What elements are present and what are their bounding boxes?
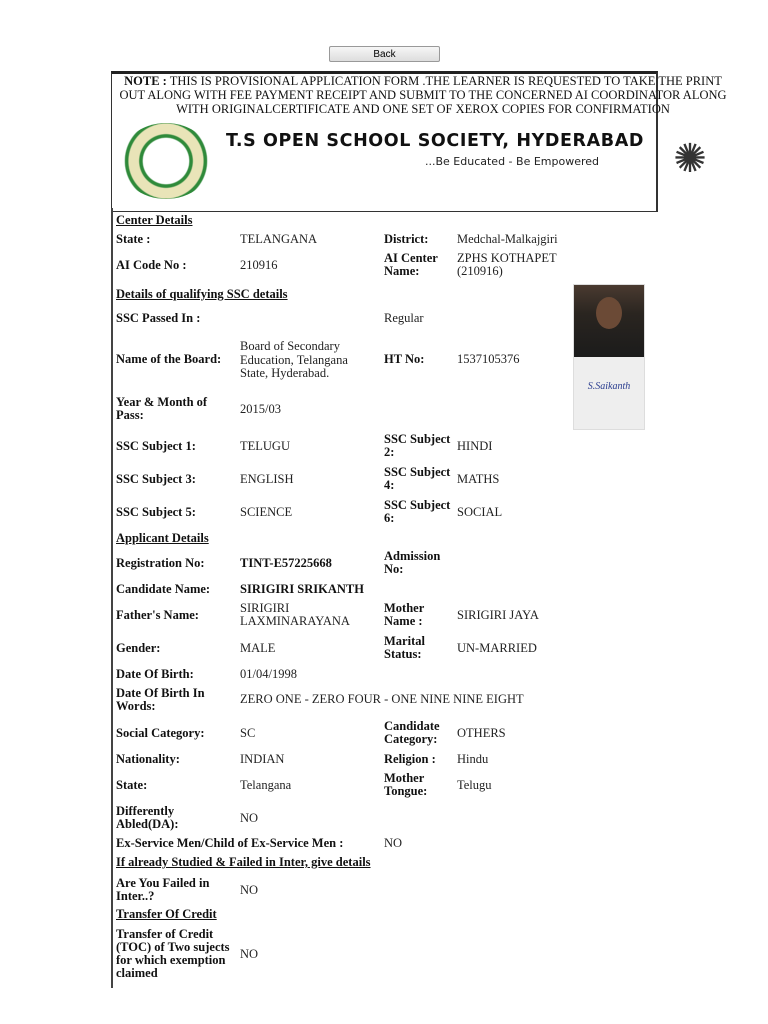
label-registration: Registration No: xyxy=(116,556,205,570)
value-subject-4: MATHS xyxy=(457,472,500,486)
value-gender: MALE xyxy=(240,641,276,655)
open-school-logo-icon: ✺ xyxy=(673,135,707,181)
label-mother: Mother Name : xyxy=(384,601,425,628)
value-ssc-passed: Regular xyxy=(384,311,424,325)
label-ai-center: AI Center Name: xyxy=(384,251,438,278)
label-dob-words: Date Of Birth In Words: xyxy=(116,686,205,713)
value-dob-words: ZERO ONE - ZERO FOUR - ONE NINE NINE EIGHT xyxy=(240,692,524,706)
label-subject-4: SSC Subject 4: xyxy=(384,465,451,492)
value-candidate-name: SIRIGIRI SRIKANTH xyxy=(240,582,364,596)
value-board: Board of Secondary Education, Telangana State, Hyderabad. xyxy=(240,339,348,380)
label-dob: Date Of Birth: xyxy=(116,667,194,681)
value-dob: 01/04/1998 xyxy=(240,667,297,681)
value-nationality: INDIAN xyxy=(240,752,285,766)
value-subject-1: TELUGU xyxy=(240,439,290,453)
label-subject-6: SSC Subject 6: xyxy=(384,498,451,525)
value-applicant-state: Telangana xyxy=(240,778,292,792)
label-ai-code: AI Code No : xyxy=(116,258,187,272)
note-text: THIS IS PROVISIONAL APPLICATION FORM .THE LEARNER IS REQUESTED TO TAKE THE PRINT OUT ALONG WITH FEE PAYMENT RECEIPT AND SUBMIT TO THE CONCERNED AI COORDINATOR ALONG WITH ORIGINALCERTIFICATE AND ONE SET OF XEROX COPIES FOR CONFIRMATION xyxy=(119,74,727,116)
value-ht-no: 1537105376 xyxy=(457,352,520,366)
value-candidate-category: OTHERS xyxy=(457,726,506,740)
label-subject-3: SSC Subject 3: xyxy=(116,472,196,486)
telangana-emblem-icon xyxy=(120,123,212,199)
label-subject-1: SSC Subject 1: xyxy=(116,439,196,453)
label-ex-service: Ex-Service Men/Child of Ex-Service Men : xyxy=(116,836,344,850)
label-candidate-category: Candidate Category: xyxy=(384,719,440,746)
label-subject-5: SSC Subject 5: xyxy=(116,505,196,519)
value-social: SC xyxy=(240,726,256,740)
label-father: Father's Name: xyxy=(116,608,199,622)
label-ssc-passed: SSC Passed In : xyxy=(116,311,201,325)
value-failed-inter: NO xyxy=(240,883,259,897)
section-applicant-details: Applicant Details xyxy=(116,531,209,545)
candidate-photo xyxy=(573,284,645,430)
label-state: State : xyxy=(116,232,151,246)
value-ai-code: 210916 xyxy=(240,258,278,272)
value-ex-service: NO xyxy=(384,836,403,850)
label-differently-abled: Differently Abled(DA): xyxy=(116,804,179,831)
label-mother-tongue: Mother Tongue: xyxy=(384,771,428,798)
value-mother: SIRIGIRI JAYA xyxy=(457,608,539,622)
value-toc: NO xyxy=(240,947,259,961)
label-social: Social Category: xyxy=(116,726,205,740)
value-mother-tongue: Telugu xyxy=(457,778,492,792)
value-subject-3: ENGLISH xyxy=(240,472,294,486)
value-marital: UN-MARRIED xyxy=(457,641,537,655)
value-year: 2015/03 xyxy=(240,402,281,416)
label-subject-2: SSC Subject 2: xyxy=(384,432,451,459)
section-center-details: Center Details xyxy=(116,213,193,227)
section-inter-failed: If already Studied & Failed in Inter, give details xyxy=(116,855,371,869)
value-differently-abled: NO xyxy=(240,811,259,825)
label-gender: Gender: xyxy=(116,641,161,655)
form-border xyxy=(111,208,113,988)
org-title: T.S OPEN SCHOOL SOCIETY, HYDERABAD xyxy=(226,131,644,151)
value-registration: TINT-E57225668 xyxy=(240,556,332,570)
back-button[interactable]: Back xyxy=(329,46,440,62)
provisional-note xyxy=(113,74,733,116)
value-religion: Hindu xyxy=(457,752,489,766)
section-transfer-credit: Transfer Of Credit xyxy=(116,907,217,921)
signature: S.Saikanth xyxy=(587,381,631,392)
value-ai-center: ZPHS KOTHAPET (210916) xyxy=(457,251,557,278)
label-year: Year & Month of Pass: xyxy=(116,395,208,422)
org-tagline: ...Be Educated - Be Empowered xyxy=(425,155,600,168)
value-subject-2: HINDI xyxy=(457,439,493,453)
label-ht-no: HT No: xyxy=(384,352,425,366)
label-marital: Marital Status: xyxy=(384,634,425,661)
value-state: TELANGANA xyxy=(240,232,318,246)
label-nationality: Nationality: xyxy=(116,752,180,766)
value-district: Medchal-Malkajgiri xyxy=(457,232,558,246)
label-district: District: xyxy=(384,232,429,246)
label-toc: Transfer of Credit (TOC) of Two sujects for which exemption claimed xyxy=(116,927,230,980)
value-subject-5: SCIENCE xyxy=(240,505,293,519)
label-failed-inter: Are You Failed in Inter..? xyxy=(116,876,210,903)
note-label: NOTE : xyxy=(124,74,167,88)
label-admission: Admission No: xyxy=(384,549,441,576)
value-father: SIRIGIRI LAXMINARAYANA xyxy=(240,601,350,628)
label-board: Name of the Board: xyxy=(116,352,222,366)
label-religion: Religion : xyxy=(384,752,436,766)
label-candidate-name: Candidate Name: xyxy=(116,582,211,596)
label-applicant-state: State: xyxy=(116,778,148,792)
section-ssc-details: Details of qualifying SSC details xyxy=(116,287,288,301)
value-subject-6: SOCIAL xyxy=(457,505,503,519)
